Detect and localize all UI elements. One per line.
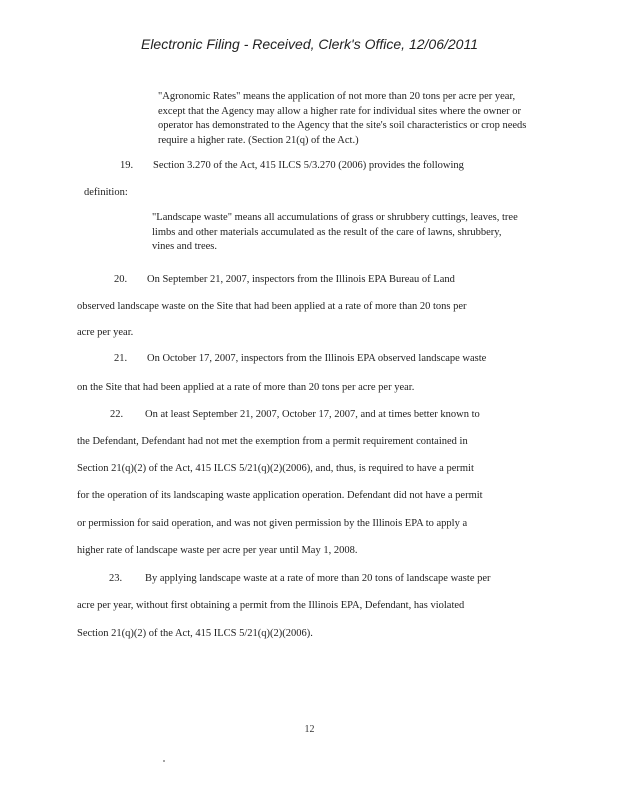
paragraph-20-line: acre per year. [77,327,134,338]
paragraph-20-line: observed landscape waste on the Site that had been applied at a rate of more than 20 tons per [77,301,467,312]
paragraph-23-number: 23. [109,573,123,584]
paragraph-22-number: 22. [110,409,124,420]
paragraph-21-line: On October 17, 2007, inspectors from the Illinois EPA observed landscape waste [147,353,487,364]
paragraph-22-line: or permission for said operation, and was not given permission by the Illinois EPA to apply a [77,518,468,529]
paragraph-19-line: definition: [84,187,128,198]
paragraph-22-line: higher rate of landscape waste per acre per year until May 1, 2008. [77,545,358,556]
paragraph-22-line: On at least September 21, 2007, October 17, 2007, and at times better known to [145,409,480,420]
quote-agronomic-rates: "Agronomic Rates" means the application of not more than 20 tons per acre per year, except that the Agency may allow a higher rate for individual sites where the owner or operator has demonstrated to the Agency that the site's soil characteristics or crop needs require a higher rate. (Section 21(q) of the Act.) [158,91,527,146]
paragraph-19-line: Section 3.270 of the Act, 415 ILCS 5/3.270 (2006) provides the following [153,160,464,171]
filing-header: Electronic Filing - Received, Clerk's Office, 12/06/2011 [140,36,478,52]
page-number: 12 [304,724,315,735]
paragraph-23-line: By applying landscape waste at a rate of more than 20 tons of landscape waste per [145,573,491,584]
paragraph-19-number: 19. [120,160,134,171]
paragraph-22-line: the Defendant, Defendant had not met the exemption from a permit requirement contained in [77,436,468,447]
paragraph-21-line: on the Site that had been applied at a rate of more than 20 tons per acre per year. [77,382,415,393]
paragraph-22-line: for the operation of its landscaping waste application operation. Defendant did not have a permit [77,490,483,501]
paragraph-23-line: Section 21(q)(2) of the Act, 415 ILCS 5/21(q)(2)(2006). [77,628,313,639]
paragraph-21-number: 21. [114,353,128,364]
paragraph-20-number: 20. [114,274,128,285]
scan-speck [163,760,165,762]
paragraph-20-line: On September 21, 2007, inspectors from the Illinois EPA Bureau of Land [147,274,455,285]
paragraph-22-line: Section 21(q)(2) of the Act, 415 ILCS 5/21(q)(2)(2006), and, thus, is required to have a permit [77,463,474,474]
quote-landscape-waste: "Landscape waste" means all accumulations of grass or shrubbery cuttings, leaves, tree limbs and other materials accumulated as the result of the care of lawns, shrubbery, vines and trees. [152,212,518,252]
paragraph-23-line: acre per year, without first obtaining a permit from the Illinois EPA, Defendant, has violated [77,600,465,611]
